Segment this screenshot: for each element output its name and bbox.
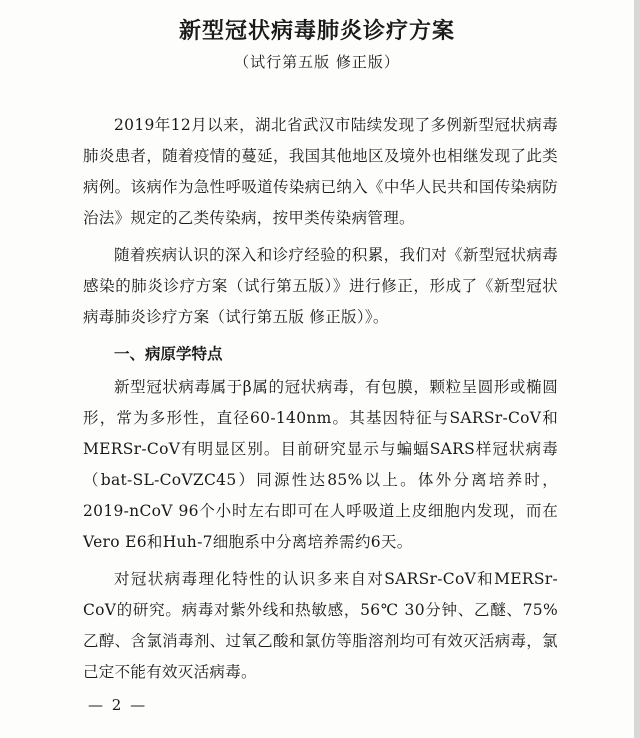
section-paragraph-2: 对冠状病毒理化特性的认识多来自对SARSr-CoV和MERSr-CoV的研究。病毒对紫外线和热敏感，56℃ 30分钟、乙醚、75%乙醇、含氯消毒剂、过氧乙酸和氯仿等脂溶剂均可有效灭活病毒，氯己定不能有效灭活病毒。: [83, 570, 558, 681]
page-number: — 2 —: [88, 696, 148, 714]
section-paragraph-1: 新型冠状病毒属于β属的冠状病毒，有包膜，颗粒呈圆形或椭圆形，常为多形性，直径60-140nm。其基因特征与SARSr-CoV和MERSr-CoV有明显区别。目前研究显示与蝙蝠SARS样冠状病毒（bat-SL-CoVZC45）同源性达85%以上。体外分离培养时，2019-nCoV 96个小时左右即可在人呼吸道上皮细胞内发现，而在Vero E6和Huh-7细胞系中分离培养需约6天。: [83, 378, 558, 551]
document-subtitle: （试行第五版 修正版）: [234, 53, 400, 71]
section-heading: 一、病原学特点: [114, 345, 223, 363]
document-body: [83, 110, 558, 694]
intro-paragraph-2: 随着疾病认识的深入和诊疗经验的积累，我们对《新型冠状病毒感染的肺炎诊疗方案（试行第五版）》进行修正，形成了《新型冠状病毒肺炎诊疗方案（试行第五版 修正版）》。: [83, 246, 558, 326]
document-title: 新型冠状病毒肺炎诊疗方案: [178, 19, 455, 44]
intro-paragraph-1: 2019年12月以来，湖北省武汉市陆续发现了多例新型冠状病毒肺炎患者，随着疫情的蔓延，我国其他地区及境外也相继发现了此类病例。该病作为急性呼吸道传染病已纳入《中华人民共和国传染病防治法》规定的乙类传染病，按甲类传染病管理。: [83, 116, 558, 227]
